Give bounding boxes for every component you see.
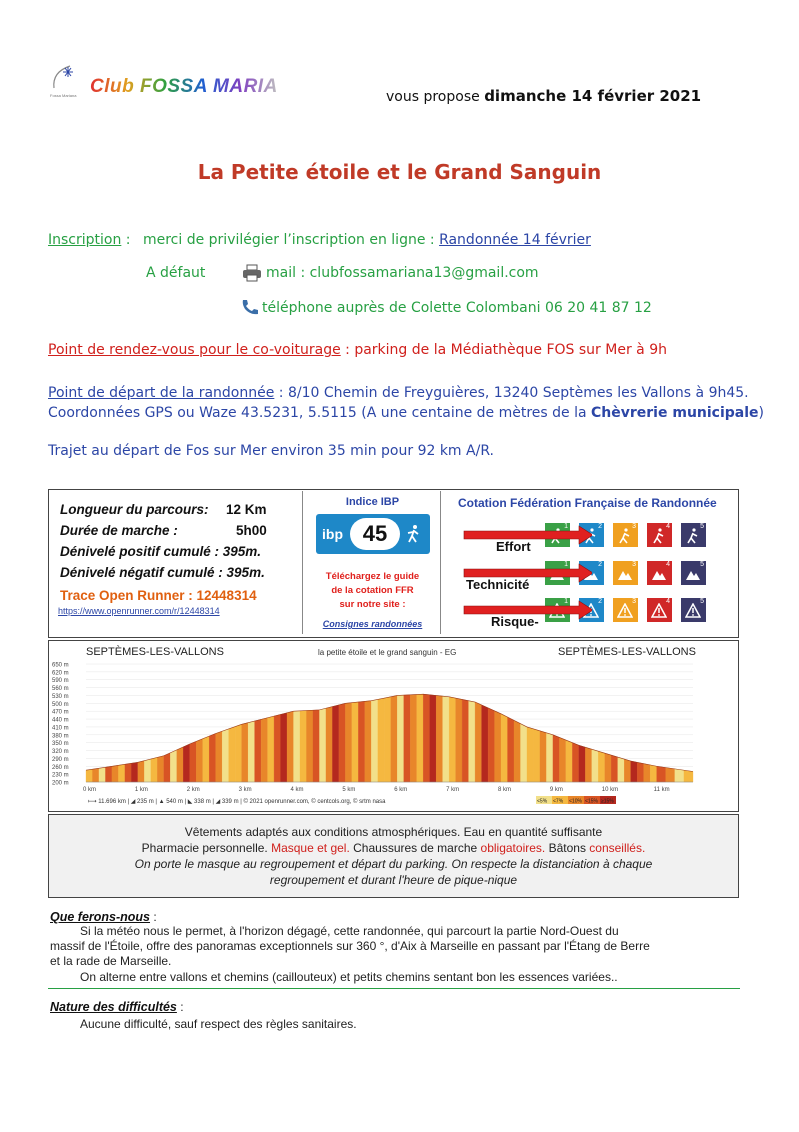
- profile-segment: [345, 703, 351, 782]
- x-tick-label: 10 km: [601, 787, 619, 793]
- profile-segment: [488, 708, 494, 782]
- profile-segment: [384, 697, 390, 782]
- hiker-icon: [685, 528, 701, 544]
- ffr-level-badge: [647, 561, 672, 585]
- profile-segment: [436, 695, 442, 782]
- profile-segment: [391, 695, 397, 782]
- profile-segment: [684, 770, 693, 782]
- ffr-level-number: 2: [598, 523, 602, 530]
- ibp-badge: [316, 514, 430, 554]
- phone-contact: téléphone auprès de Colette Colombani 06 20 41 87 12: [262, 300, 652, 316]
- page-title: La Petite étoile et le Grand Sanguin: [197, 160, 602, 184]
- profile-segment: [313, 710, 319, 782]
- depart-block: Point de départ de la randonnée : 8/10 Chemin de Freyguières, 13240 Septèmes les Vallons à 9h45. Coordonnées GPS ou Waze 43.5231, 5.5115 (A une centaine de mètres de la Chèvrerie municipale): [48, 385, 764, 421]
- legend-label: ≥15%: [601, 798, 614, 805]
- profile-segment: [508, 717, 514, 782]
- profile-segment: [125, 763, 131, 782]
- ffr-level-badge: [681, 523, 706, 547]
- profile-segment: [196, 739, 202, 782]
- duree-value: 5h00: [236, 523, 267, 538]
- profile-segment: [533, 729, 539, 782]
- profile-segment: [216, 731, 222, 782]
- profile-end-label: SEPTÈMES-LES-VALLONS: [558, 646, 696, 658]
- profile-segment: [164, 753, 170, 782]
- inscription-text: merci de privilégier l’inscription en ligne :: [142, 232, 440, 248]
- hiker-icon: [651, 528, 667, 544]
- profile-segment: [475, 702, 481, 782]
- profile-segment: [268, 716, 274, 782]
- profile-segment: [540, 731, 546, 782]
- ffr-level-number: 5: [700, 561, 704, 568]
- profile-segment: [371, 699, 377, 782]
- profile-segment: [287, 711, 293, 782]
- ffr-level-badge: [647, 598, 672, 622]
- club-logo-subtext: Fossa Mariana: [50, 93, 77, 98]
- trace-link[interactable]: https://www.openrunner.com/r/12448314: [58, 606, 220, 616]
- profile-segment: [430, 695, 436, 782]
- profile-segment: [131, 762, 137, 782]
- ffr-level-number: 3: [632, 561, 636, 568]
- phone-icon: [240, 298, 260, 316]
- club-logo-icon: [50, 62, 86, 92]
- x-tick-label: 7 km: [446, 787, 460, 793]
- profile-segment: [637, 762, 643, 782]
- profile-segment: [469, 701, 475, 782]
- ffr-level-arrow: [462, 563, 592, 583]
- defaut-label: A défaut: [146, 265, 206, 281]
- y-tick-label: 260 m: [52, 764, 69, 771]
- ffr-level-number: 4: [666, 561, 670, 568]
- profile-segment: [624, 759, 630, 782]
- printer-icon: [242, 264, 262, 282]
- rendezvous-line: Point de rendez-vous pour le co-voiturage : parking de la Médiathèque FOS sur Mer à 9h: [48, 342, 667, 358]
- profile-segment: [177, 747, 183, 782]
- rules-line-2: Pharmacie personnelle. Masque et gel. Chaussures de marche obligatoires. Bâtons conseillés.: [141, 841, 646, 855]
- profile-segment: [242, 723, 248, 782]
- ffr-level-number: 4: [666, 523, 670, 530]
- x-tick-label: 1 km: [134, 787, 148, 793]
- legend-label: <15%: [585, 798, 598, 805]
- ffr-row-label: Technicité: [466, 577, 530, 592]
- profile-segment: [255, 719, 261, 782]
- que-ferons-heading: Que ferons-nous :: [50, 910, 157, 924]
- y-tick-label: 380 m: [52, 733, 69, 740]
- y-tick-label: 650 m: [52, 662, 69, 669]
- profile-segment: [666, 768, 675, 782]
- ibp-panel: [305, 491, 441, 634]
- nature-heading: Nature des difficultés :: [50, 1000, 184, 1014]
- hiker-icon: [617, 528, 633, 544]
- profile-segment: [222, 729, 228, 782]
- profile-segment: [281, 713, 287, 782]
- y-tick-label: 230 m: [52, 772, 69, 779]
- ibp-logo-text: ibp: [322, 526, 343, 542]
- profile-start-label: SEPTÈMES-LES-VALLONS: [86, 646, 224, 658]
- profile-segment: [449, 697, 455, 782]
- rules-line-4: regroupement et durant l'heure de pique-nique: [269, 873, 518, 887]
- ffr-level-badge: [647, 523, 672, 547]
- profile-segment: [170, 750, 176, 782]
- consignes-link[interactable]: Consignes randonnées: [322, 619, 423, 629]
- profile-segment: [675, 769, 684, 782]
- profile-segment: [112, 765, 118, 782]
- inscription-label: Inscription: [48, 232, 122, 248]
- y-tick-label: 560 m: [52, 686, 69, 693]
- ibp-guide-3: sur notre site :: [339, 599, 406, 610]
- profile-segment: [585, 747, 591, 782]
- x-tick-label: 9 km: [549, 787, 563, 793]
- x-tick-label: 8 km: [498, 787, 512, 793]
- profile-segment: [572, 743, 578, 782]
- ibp-value: 45: [350, 518, 400, 550]
- x-tick-label: 11 km: [653, 787, 670, 793]
- profile-segment: [306, 710, 312, 782]
- profile-segment: [358, 701, 364, 782]
- profile-segment: [501, 714, 507, 782]
- profile-segment: [553, 735, 559, 782]
- y-tick-label: 470 m: [52, 709, 69, 716]
- profile-segment: [605, 753, 611, 782]
- legend-label: <5%: [537, 798, 548, 805]
- profile-segment: [546, 733, 552, 782]
- profile-segment: [410, 694, 416, 782]
- profile-segment: [105, 766, 111, 782]
- profile-segment: [248, 721, 254, 782]
- profile-segment: [190, 741, 196, 782]
- profile-segment: [520, 724, 526, 782]
- section-divider: [48, 988, 740, 989]
- profile-segment: [397, 695, 403, 782]
- ffr-level-arrow: [462, 525, 592, 545]
- profile-segment: [644, 764, 650, 782]
- ffr-row-label: Effort: [496, 539, 531, 554]
- nature-text: Aucune difficulté, sauf respect des règles sanitaires.: [80, 1017, 357, 1031]
- profile-segment: [294, 711, 300, 782]
- y-tick-label: 500 m: [52, 701, 69, 708]
- profile-segment: [144, 759, 150, 782]
- profile-segment: [598, 751, 604, 782]
- profile-segment: [229, 727, 235, 782]
- profile-segment: [326, 707, 332, 782]
- ffr-level-number: 2: [598, 598, 602, 605]
- rules-line-1: Vêtements adaptés aux conditions atmosphériques. Eau en quantité suffisante: [184, 825, 603, 839]
- mountain-icon: [617, 566, 633, 582]
- x-tick-label: 6 km: [394, 787, 408, 793]
- profile-segment: [99, 767, 105, 782]
- profile-segment: [631, 761, 637, 782]
- y-tick-label: 350 m: [52, 741, 69, 748]
- ffr-level-badge: [681, 561, 706, 585]
- longueur-label: Longueur du parcours:: [60, 502, 209, 517]
- profile-segment: [527, 727, 533, 782]
- ffr-level-badge: [613, 523, 638, 547]
- profile-segment: [417, 694, 423, 782]
- ffr-row-label: Risque-: [491, 614, 539, 629]
- profile-segment: [209, 733, 215, 782]
- profile-segment: [365, 701, 371, 782]
- ffr-level-badge: [613, 561, 638, 585]
- profile-segment: [378, 698, 384, 782]
- ibp-guide-1: Téléchargez le guide: [325, 571, 420, 582]
- y-tick-label: 530 m: [52, 693, 69, 700]
- profile-segment: [86, 769, 92, 782]
- profile-segment: [559, 737, 565, 782]
- profile-segment: [151, 757, 157, 782]
- club-logo-text: Club FOSSA MARIA: [90, 76, 278, 97]
- longueur-value: 12 Km: [226, 502, 267, 517]
- profile-segment: [235, 724, 241, 782]
- profile-segment: [352, 702, 358, 782]
- ffr-level-number: 1: [564, 598, 568, 605]
- profile-footer: ⟼ 11.696 km | ◢ 235 m | ▲ 540 m | ◣ 338 m | ◢ 339 m | © 2021 openrunner.com, © centcols.org, © srtm nasa: [88, 799, 386, 805]
- inscription-line: Inscription : merci de privilégier l’inscription en ligne : Randonnée 14 février: [48, 232, 591, 248]
- profile-segment: [274, 714, 280, 782]
- profile-segment: [404, 695, 410, 782]
- mountain-icon: [651, 566, 667, 582]
- profile-segment: [482, 705, 488, 782]
- profile-segment: [462, 699, 468, 782]
- ffr-level-number: 4: [666, 598, 670, 605]
- ffr-level-arrow: [462, 600, 592, 620]
- profile-segment: [456, 698, 462, 782]
- profile-segment: [514, 720, 520, 782]
- ffr-level-number: 1: [564, 523, 568, 530]
- profile-segment: [443, 696, 449, 782]
- x-tick-label: 5 km: [342, 787, 356, 793]
- profile-segment: [592, 749, 598, 782]
- profile-segment: [332, 705, 338, 782]
- profile-segment: [579, 745, 585, 782]
- que-ferons-p1-l3: et la rade de Marseille.: [50, 954, 172, 968]
- profile-segment: [319, 708, 325, 782]
- x-tick-label: 4 km: [290, 787, 304, 793]
- trace-openrunner: Trace Open Runner : 12448314: [60, 588, 257, 603]
- y-tick-label: 290 m: [52, 756, 69, 763]
- ibp-guide-2: de la cotation FFR: [331, 585, 414, 596]
- warning-icon: [651, 603, 667, 619]
- denivele-negatif: Dénivelé négatif cumulé : 395m.: [60, 565, 265, 580]
- que-ferons-p1-l2: massif de l'Étoile, offre des panoramas exceptionnels sur 360 °, d'Aix à Marseille en passant par l'Étang de Berre: [50, 939, 650, 953]
- ffr-level-badge: [613, 598, 638, 622]
- y-tick-label: 410 m: [52, 725, 69, 732]
- profile-segment: [138, 761, 144, 782]
- y-tick-label: 320 m: [52, 749, 69, 756]
- profile-segment: [157, 756, 163, 782]
- legend-label: <10%: [569, 798, 582, 805]
- ibp-title: Indice IBP: [345, 496, 400, 508]
- profile-segment: [611, 755, 617, 782]
- profile-segment: [261, 718, 267, 782]
- inscription-link[interactable]: Randonnée 14 février: [439, 232, 591, 248]
- trajet-line: Trajet au départ de Fos sur Mer environ 35 min pour 92 km A/R.: [48, 443, 494, 459]
- y-tick-label: 590 m: [52, 678, 69, 685]
- profile-segment: [183, 744, 189, 782]
- profile-segment: [300, 711, 306, 782]
- y-tick-label: 440 m: [52, 717, 69, 724]
- profile-title: la petite étoile et le grand sanguin - EG: [318, 648, 457, 657]
- ffr-level-number: 5: [700, 523, 704, 530]
- denivele-positif: Dénivelé positif cumulé : 395m.: [60, 544, 262, 559]
- profile-segment: [650, 765, 656, 782]
- y-tick-label: 200 m: [52, 780, 69, 787]
- duree-label: Durée de marche :: [60, 523, 178, 538]
- profile-segment: [566, 740, 572, 782]
- ffr-level-number: 1: [564, 561, 568, 568]
- warning-icon: [685, 603, 701, 619]
- ffr-level-number: 3: [632, 598, 636, 605]
- que-ferons-p1-l1: Si la météo nous le permet, à l'horizon dégagé, cette randonnée, qui parcourt la partie Nord-Ouest du: [80, 924, 619, 938]
- profile-segment: [118, 764, 124, 782]
- event-date: vous propose dimanche 14 février 2021: [386, 87, 702, 105]
- x-tick-label: 3 km: [238, 787, 252, 793]
- rules-line-3: On porte le masque au regroupement et départ du parking. On respecte la distanciation à chaque: [134, 857, 653, 871]
- legend-label: <7%: [553, 798, 564, 805]
- ffr-level-number: 3: [632, 523, 636, 530]
- elevation-chart: [50, 660, 735, 808]
- x-tick-label: 2 km: [186, 787, 200, 793]
- profile-segment: [657, 766, 666, 782]
- ffr-level-number: 2: [598, 561, 602, 568]
- profile-segment: [339, 703, 345, 782]
- mail-contact: mail : clubfossamariana13@gmail.com: [266, 265, 539, 281]
- profile-segment: [495, 711, 501, 782]
- x-tick-label: 0 km: [83, 787, 97, 793]
- profile-segment: [618, 757, 624, 782]
- profile-segment: [92, 768, 98, 782]
- hiker-icon: [404, 524, 424, 544]
- ffr-level-badge: [681, 598, 706, 622]
- y-tick-label: 620 m: [52, 670, 69, 677]
- warning-icon: [617, 603, 633, 619]
- que-ferons-p2: On alterne entre vallons et chemins (caillouteux) et petits chemins sentant bon les essences variées..: [80, 970, 618, 984]
- profile-segment: [203, 736, 209, 782]
- ffr-level-number: 5: [700, 598, 704, 605]
- ffr-title: Cotation Fédération Française de Randonnée: [458, 496, 717, 510]
- mountain-icon: [685, 566, 701, 582]
- profile-segment: [423, 694, 429, 782]
